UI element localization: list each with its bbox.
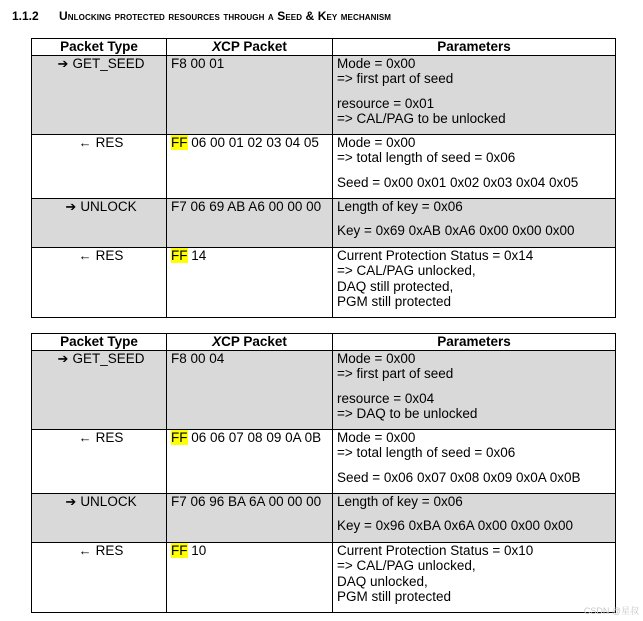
section-heading [12,9,391,23]
header-xcp-rest: CP Packet [221,334,287,349]
table-row [32,493,616,542]
parameter-line: Mode = 0x00 [337,350,416,366]
header-packet-type: Packet Type [32,39,167,56]
xcp-packet-cell [167,493,333,542]
arrow-right-icon: ➔ [57,55,69,71]
parameters-cell [333,429,616,493]
parameter-line: => first part of seed [337,71,454,86]
parameter-line: DAQ still protected, [337,278,454,294]
parameter-group [337,248,615,310]
packet-type-label: RES [95,247,124,263]
table-body [32,350,616,612]
parameter-group [337,543,615,605]
seed-key-table-daq [31,333,616,613]
parameter-line: Length of key = 0x06 [337,198,463,214]
header-xcp-packet [167,39,333,56]
packet-bytes: F8 00 01 [171,55,225,71]
parameter-line: => CAL/PAG unlocked, [337,263,476,278]
parameter-group [337,430,615,461]
arrow-left-icon: ← [78,542,92,558]
packet-type-label: RES [95,134,124,150]
parameter-line: Mode = 0x00 [337,429,416,445]
table-row [32,542,616,612]
table-row [32,198,616,247]
parameter-line: => first part of seed [337,366,454,381]
parameter-line: Current Protection Status = 0x14 [337,247,534,263]
packet-type-cell [32,350,167,429]
parameter-line: Length of key = 0x06 [337,493,463,509]
xcp-packet-cell [167,198,333,247]
parameter-line: Mode = 0x00 [337,134,416,150]
table-row [32,429,616,493]
parameter-group [337,470,615,486]
packet-bytes: F7 06 69 AB A6 00 00 00 [171,198,322,214]
parameter-line: Current Protection Status = 0x10 [337,542,534,558]
parameters-cell [333,493,616,542]
header-xcp-packet [167,334,333,351]
parameter-line: Key = 0x69 0xAB 0xA6 0x00 0x00 0x00 [337,223,575,238]
arrow-right-icon: ➔ [57,350,69,366]
table-row [32,55,616,134]
packet-type-cell [32,493,167,542]
parameter-group [337,518,615,534]
header-xcp-x: X [212,334,222,349]
parameters-cell [333,134,616,198]
xcp-packet-cell [167,350,333,429]
packet-bytes: 10 [187,542,207,558]
xcp-packet-cell [167,55,333,134]
packet-bytes: 06 06 07 08 09 0A 0B [187,429,322,445]
parameter-line: PGM still protected [337,589,452,604]
packet-type-label: GET_SEED [72,55,145,71]
parameter-group [337,96,615,127]
section-title: Unlocking protected resources through a Seed & Key mechanism [59,9,392,23]
arrow-left-icon: ← [78,429,92,445]
arrow-right-icon: ➔ [65,493,77,509]
packet-type-label: RES [95,429,124,445]
packet-pid-highlight: FF [171,542,188,558]
packet-bytes: 06 00 01 02 03 04 05 [187,134,319,150]
parameter-line: PGM still protected [337,294,452,309]
packet-bytes: F7 06 96 BA 6A 00 00 00 [171,493,322,509]
section-number: 1.1.2 [12,9,39,23]
parameter-group [337,494,615,510]
parameter-line: => total length of seed = 0x06 [337,445,516,460]
parameters-cell [333,542,616,612]
packet-type-cell [32,247,167,317]
packet-type-label: GET_SEED [72,350,145,366]
header-parameters: Parameters [333,334,616,351]
packet-pid-highlight: FF [171,134,188,150]
parameter-group [337,56,615,87]
parameter-line: resource = 0x01 [337,95,435,111]
packet-type-cell [32,542,167,612]
packet-type-label: UNLOCK [80,493,137,509]
parameters-cell [333,350,616,429]
parameters-cell [333,247,616,317]
parameter-line: Key = 0x96 0xBA 0x6A 0x00 0x00 0x00 [337,518,574,533]
parameter-group [337,175,615,191]
parameter-line: Seed = 0x00 0x01 0x02 0x03 0x04 0x05 [337,174,579,190]
table-body [32,55,616,317]
packet-bytes: 14 [187,247,207,263]
parameter-group [337,135,615,166]
parameter-line: resource = 0x04 [337,390,435,406]
parameter-line: => CAL/PAG to be unlocked [337,111,506,126]
xcp-packet-cell [167,542,333,612]
header-xcp-x: X [212,39,222,54]
parameter-line: => DAQ to be unlocked [337,406,478,421]
parameters-cell [333,198,616,247]
seed-key-table-cal-pag [31,38,616,318]
parameter-group [337,223,615,239]
parameter-line: => CAL/PAG unlocked, [337,558,476,573]
parameter-line: DAQ unlocked, [337,573,428,589]
table-row [32,247,616,317]
arrow-left-icon: ← [78,247,92,263]
parameter-line: Mode = 0x00 [337,55,416,71]
packet-type-cell [32,429,167,493]
watermark: CSDN @星叔 [583,606,639,616]
parameters-cell [333,55,616,134]
parameter-group [337,391,615,422]
packet-bytes: F8 00 04 [171,350,225,366]
header-parameters: Parameters [333,39,616,56]
parameter-group [337,199,615,215]
packet-pid-highlight: FF [171,247,188,263]
arrow-left-icon: ← [78,134,92,150]
table-row [32,350,616,429]
packet-type-label: RES [95,542,124,558]
packet-type-cell [32,198,167,247]
packet-type-label: UNLOCK [80,198,137,214]
packet-type-cell [32,55,167,134]
parameter-line: => total length of seed = 0x06 [337,150,516,165]
header-xcp-rest: CP Packet [221,39,287,54]
xcp-packet-cell [167,134,333,198]
table-row [32,134,616,198]
xcp-packet-cell [167,429,333,493]
packet-pid-highlight: FF [171,429,188,445]
header-packet-type: Packet Type [32,334,167,351]
parameter-line: Seed = 0x06 0x07 0x08 0x09 0x0A 0x0B [337,469,581,485]
parameter-group [337,351,615,382]
arrow-right-icon: ➔ [65,198,77,214]
packet-type-cell [32,134,167,198]
xcp-packet-cell [167,247,333,317]
